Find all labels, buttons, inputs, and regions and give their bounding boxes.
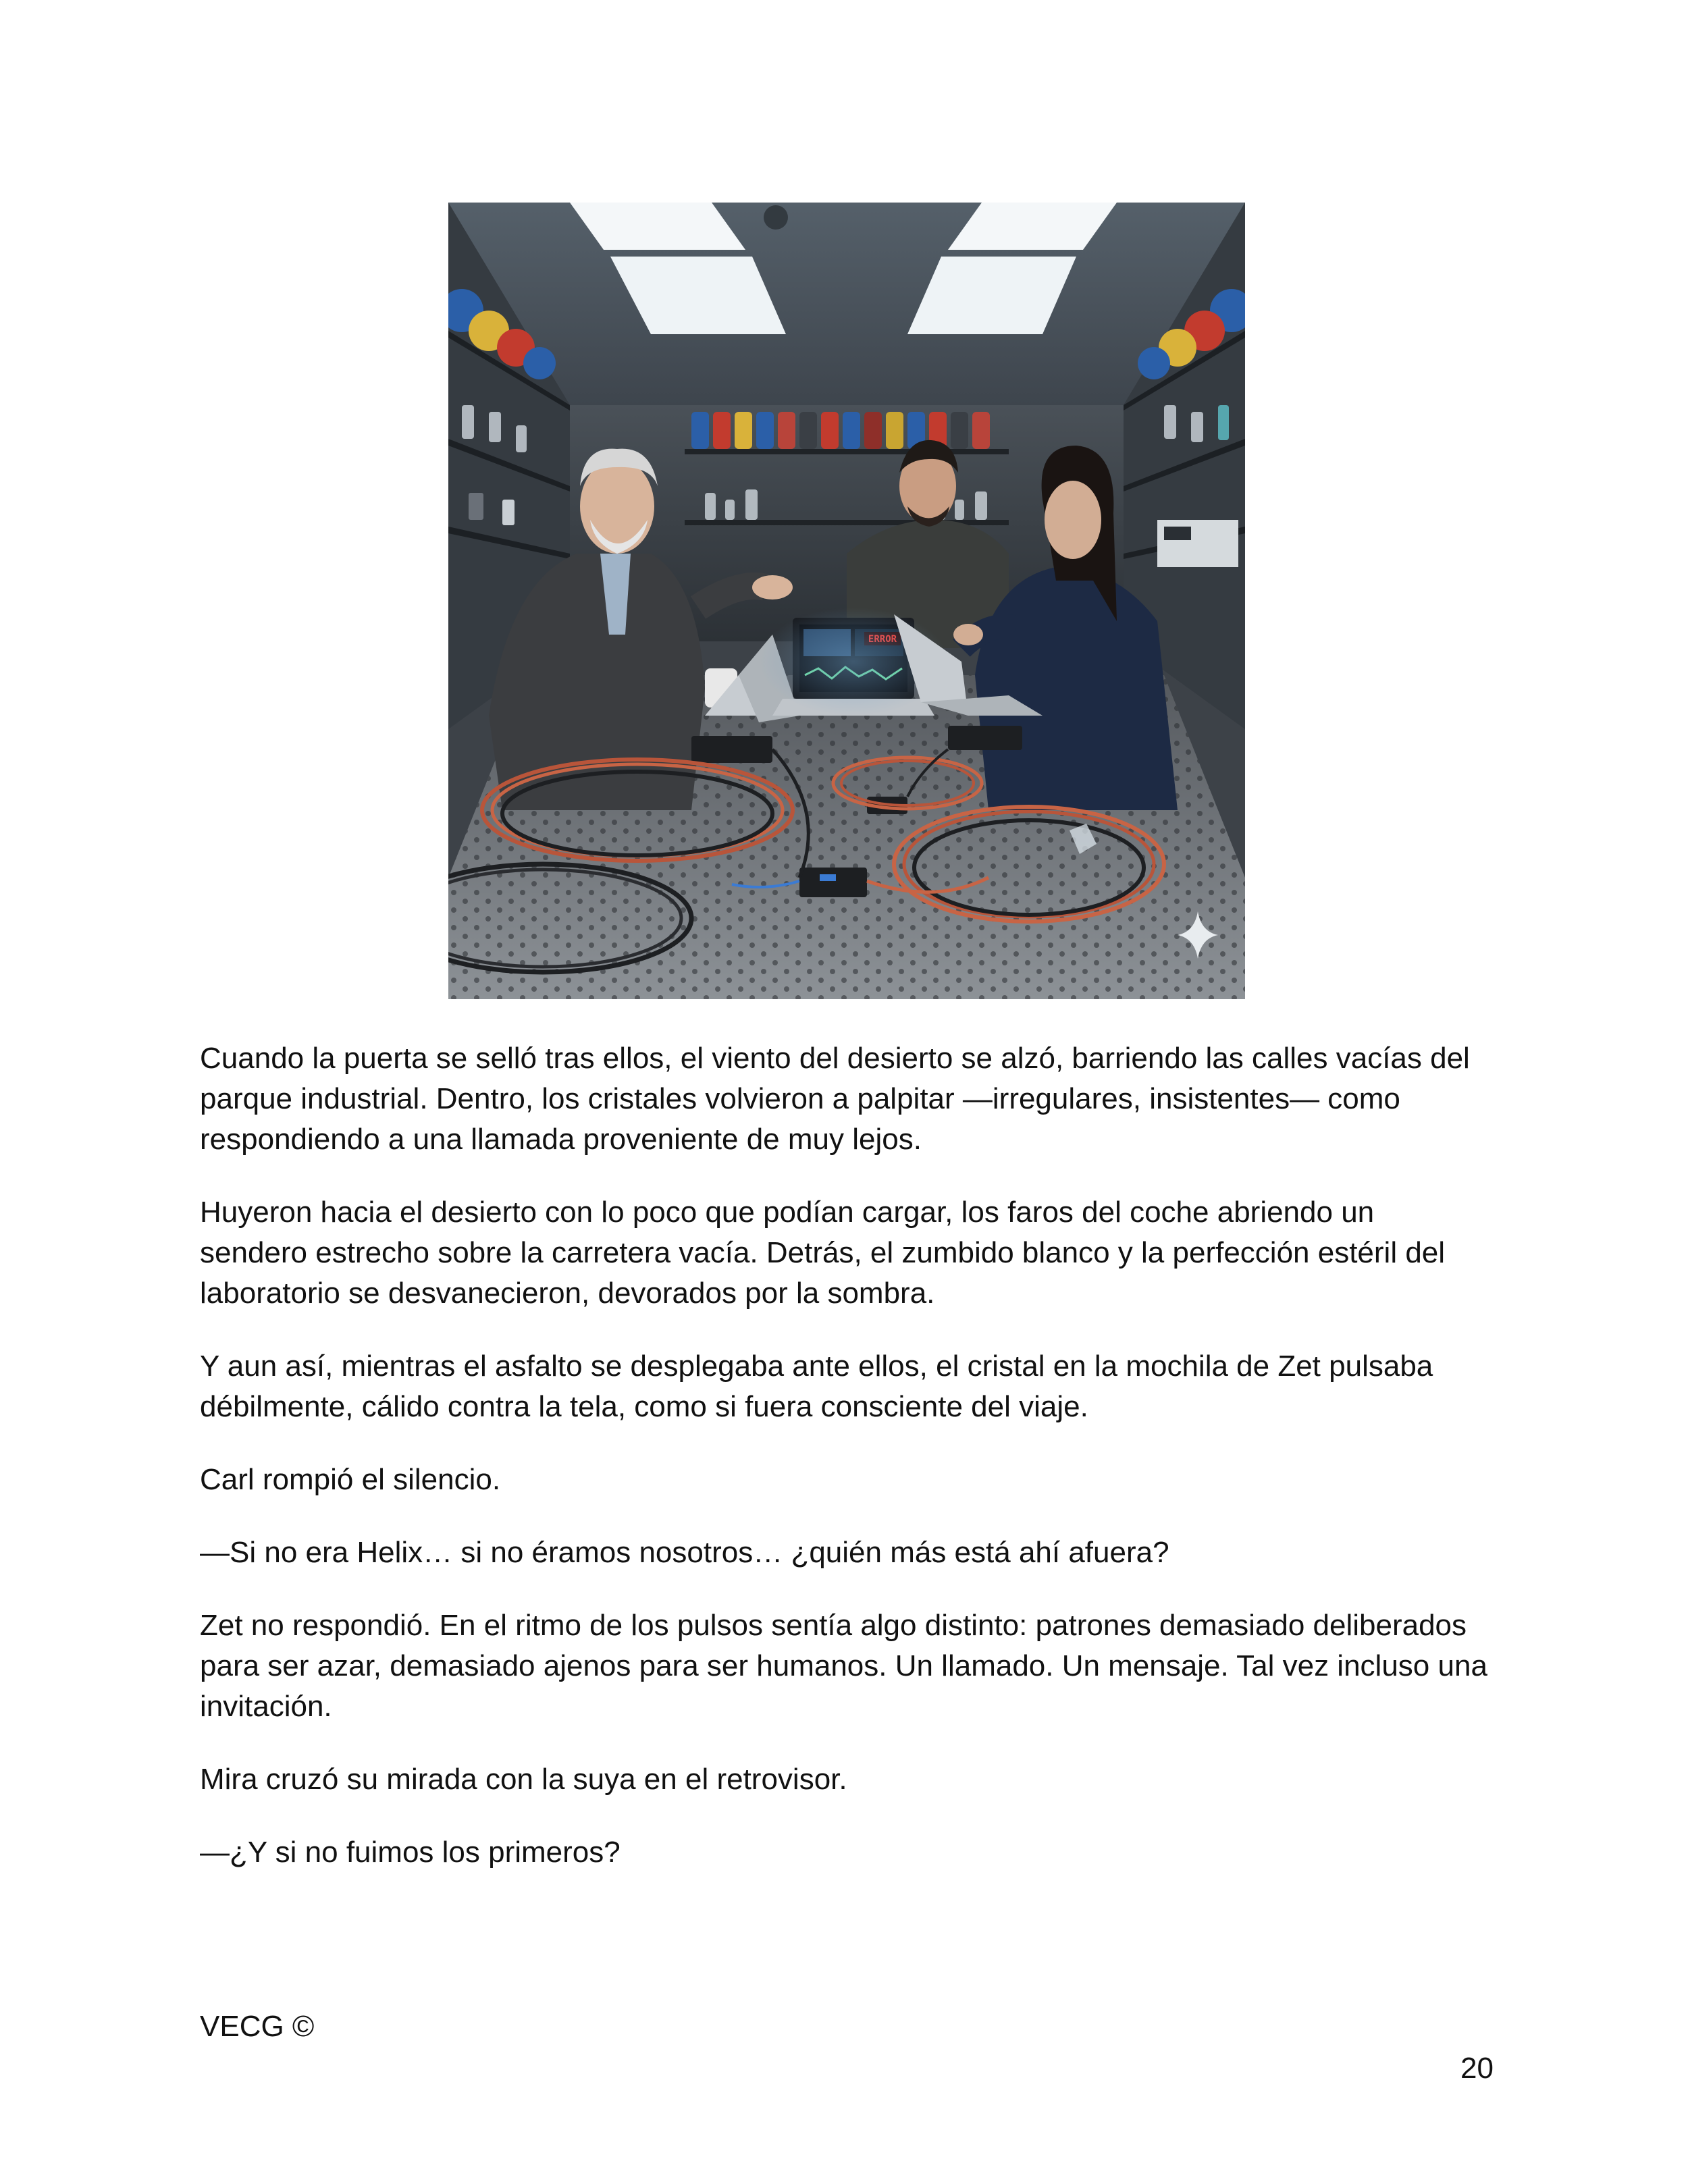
back-shelf bbox=[685, 449, 1009, 454]
lab-scene-svg bbox=[448, 203, 1245, 999]
paragraph: Y aun así, mientras el asfalto se desplegaba ante ellos, el cristal en la mochila de Zet pulsaba débilmente, cálido contra la tela, como si fuera consciente del viaje. bbox=[200, 1350, 1433, 1423]
body-text bbox=[200, 1038, 1489, 1905]
paragraph: Huyeron hacia el desierto con lo poco que podían cargar, los faros del coche abriendo un sendero estrecho sobre la carretera vacía. Detrás, el zumbido blanco y la perfección estéril del laboratorio se desvanecieron, devorados por la sombra. bbox=[200, 1196, 1446, 1310]
paragraph: —¿Y si no fuimos los primeros? bbox=[200, 1836, 621, 1869]
paragraph: Mira cruzó su mirada con la suya en el retrovisor. bbox=[200, 1763, 847, 1796]
lab-illustration bbox=[448, 203, 1245, 999]
copyright-notice: VECG © bbox=[200, 2010, 315, 2043]
optical-device bbox=[799, 868, 867, 897]
paragraph: —Si no era Helix… si no éramos nosotros… ¿quién más está ahí afuera? bbox=[200, 1536, 1169, 1569]
ceiling-detector bbox=[764, 205, 788, 230]
paragraph: Carl rompió el silencio. bbox=[200, 1463, 501, 1496]
paragraph: Cuando la puerta se selló tras ellos, el viento del desierto se alzó, barriendo las calles vacías del parque industrial. Dentro, los cristales volvieron a palpitar —irregulares, insistentes— como respondiendo a una llamada proveniente de muy lejos. bbox=[200, 1042, 1470, 1156]
optical-device bbox=[948, 726, 1022, 750]
page-number: 20 bbox=[1460, 2052, 1494, 2085]
ceiling bbox=[448, 203, 1245, 405]
optical-device bbox=[691, 736, 772, 763]
paragraph: Zet no respondió. En el ritmo de los pulsos sentía algo distinto: patrones demasiado deliberados para ser azar, demasiado ajenos para ser humanos. Un llamado. Un mensaje. Tal vez incluso una invitación. bbox=[200, 1609, 1487, 1723]
